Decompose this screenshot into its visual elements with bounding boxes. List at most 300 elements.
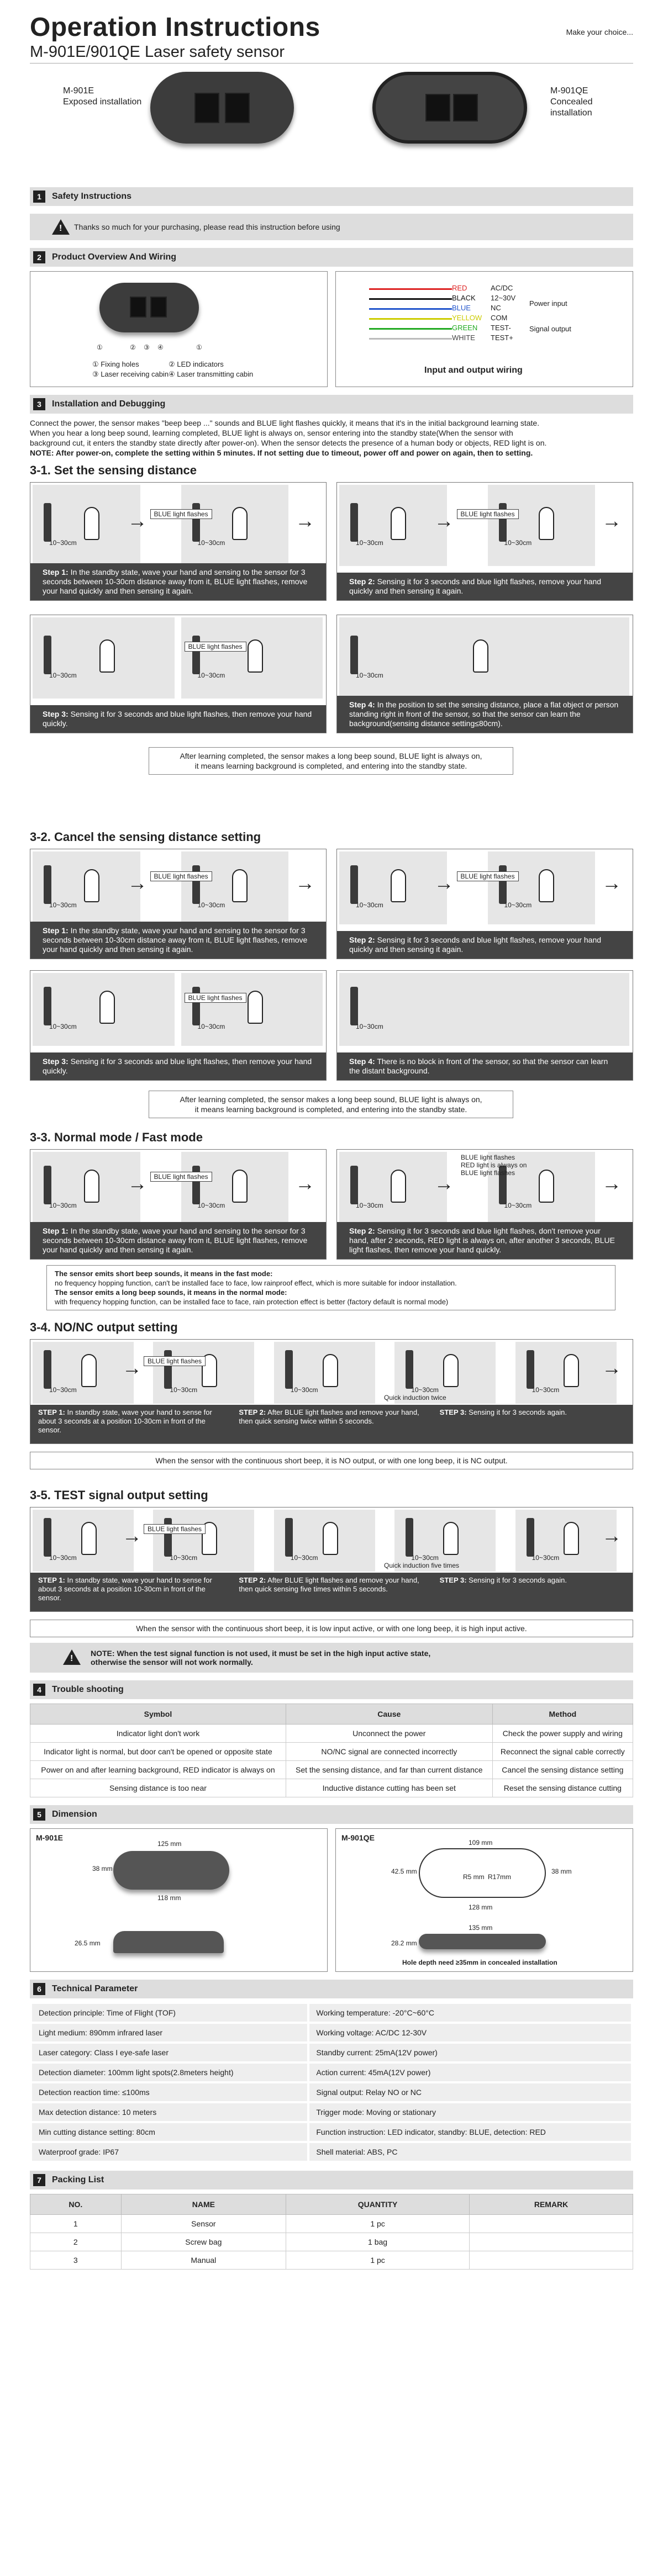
subsection-title: 3-4. NO/NC output setting (30, 1320, 178, 1334)
step-text (337, 696, 633, 733)
callout-3: ③ (144, 343, 150, 351)
strip-illustration (30, 1340, 633, 1406)
section-2-header (30, 248, 633, 267)
parameter-cell: Working voltage: AC/DC 12-30V (308, 2023, 632, 2043)
hand-icon (539, 1170, 554, 1203)
wire-function-label: TEST- (491, 324, 511, 332)
fast-note-3: The sensor emits a long beep sounds, it means in the normal mode: (55, 1288, 287, 1297)
legend-transmitting: ④ Laser transmitting cabin (169, 370, 254, 378)
illus-panel (274, 1510, 375, 1572)
table-row (30, 1761, 633, 1779)
page-title: Operation Instructions (30, 13, 320, 42)
step-text (337, 1052, 633, 1080)
distance-label: 10~30cm (197, 671, 225, 679)
illus-panel (339, 851, 447, 924)
step-label: Step 2: (349, 1226, 375, 1235)
sensor-m901e-image (150, 72, 294, 144)
packing-table (30, 2194, 633, 2270)
step-label: Step 3: (43, 710, 69, 718)
distance-label: 10~30cm (197, 538, 225, 547)
blue-flash-label: BLUE light flashes (150, 871, 212, 881)
distance-label: 10~30cm (49, 1554, 77, 1562)
illus-panel (488, 851, 596, 924)
parameter-row (31, 2122, 632, 2142)
parameter-row (31, 2142, 632, 2162)
illus-panel (33, 617, 175, 699)
wire-function-label: NC (491, 304, 501, 312)
done-line-2: it means learning background is completed, and entering into the standby state. (194, 1105, 467, 1114)
distance-label: 10~30cm (49, 1386, 77, 1394)
output-note: When the sensor with the continuous short beep, it is low input active, or with one long beep, it is high input active. (30, 1620, 633, 1637)
step-label: Step 1: (43, 1226, 69, 1235)
parameter-row (31, 2043, 632, 2062)
arrow-icon: → (122, 1356, 142, 1379)
step-box (30, 482, 327, 601)
troubleshooting-table (30, 1704, 633, 1797)
table-row (30, 2215, 633, 2233)
distance-label: 10~30cm (356, 1023, 383, 1030)
step-illustration (337, 615, 633, 701)
parameter-cell: Detection principle: Time of Flight (TOF) (31, 2003, 308, 2023)
left-desc: Exposed installation (63, 97, 142, 107)
table-cell: 1 pc (286, 2215, 470, 2233)
dimension-value: 125 mm (157, 1840, 182, 1848)
arrow-icon: → (295, 1172, 315, 1194)
hand-icon (443, 1354, 459, 1387)
section-title: Installation and Debugging (52, 399, 166, 409)
sensor-device (350, 1166, 358, 1204)
sensor-device (527, 1518, 534, 1557)
quick-induction-label: Quick induction five times (384, 1562, 460, 1569)
sensor-device (350, 636, 358, 674)
step-illustration (30, 971, 326, 1048)
step-desc: Sensing it for 3 seconds and blue light flashes, then remove your hand quickly. (43, 710, 312, 728)
steps-container (30, 463, 633, 2270)
wire-color-label: YELLOW (452, 314, 482, 322)
step-desc: Sensing it for 3 seconds and blue light flashes, don't remove your hand, after 2 seconds, RED light is always on, after another 3 seconds, BLUE light flashes, then remove your hand quickly. (349, 1226, 615, 1254)
distance-label: 10~30cm (197, 1202, 225, 1209)
illus-panel (181, 1152, 289, 1225)
sensor-device (406, 1350, 413, 1389)
wire-function-label: AC/DC (491, 284, 513, 292)
intro-note: NOTE: After power-on, complete the setting within 5 minutes. If not setting due to timeout, power off and power on again, then to setting. (30, 448, 533, 457)
table-cell: Power on and after learning background, RED indicator is always on (30, 1761, 286, 1779)
step-desc: In standby state, wave your hand to sense for about 3 seconds at a position 10-30cm in front of the sensor. (38, 1408, 212, 1434)
distance-label: 10~30cm (504, 901, 532, 909)
illus-panel (33, 973, 175, 1046)
subsection-title: 3-1. Set the sensing distance (30, 463, 197, 477)
table-cell: Check the power supply and wiring (492, 1725, 633, 1743)
table-cell: Reconnect the signal cable correctly (492, 1743, 633, 1761)
sensor-device (44, 636, 51, 674)
sensor-device (350, 987, 358, 1025)
hand-icon (391, 869, 406, 902)
sensor-m901qe-image (372, 72, 527, 144)
hand-icon (323, 1522, 338, 1555)
hand-icon (81, 1354, 97, 1387)
table-row (30, 1779, 633, 1797)
tagline: Make your choice... (566, 28, 633, 36)
illus-panel (153, 1510, 254, 1572)
dimension-value: 38 mm (551, 1868, 572, 1875)
parameter-table (30, 2002, 633, 2163)
hand-icon (248, 991, 263, 1024)
wire-color-label: GREEN (452, 324, 478, 332)
blue-flash-label: BLUE light flashes (457, 509, 519, 519)
distance-label: 10~30cm (170, 1386, 198, 1394)
blue-flash-label: BLUE light flashes (185, 642, 246, 652)
step-text (30, 1052, 326, 1080)
dimension-value: 38 mm (92, 1865, 113, 1873)
header (30, 0, 633, 64)
illus-panel (339, 617, 629, 699)
section-title: Technical Parameter (52, 1984, 138, 1993)
table-header: REMARK (470, 2194, 633, 2215)
section-number: 7 (33, 2174, 45, 2186)
illus-panel (339, 485, 447, 566)
step-text (30, 705, 326, 733)
parameter-row (31, 2062, 632, 2082)
parameter-row (31, 2023, 632, 2043)
illus-panel (339, 973, 629, 1046)
hand-icon (323, 1354, 338, 1387)
done-line-2: it means learning background is completed, and entering into the standby state. (194, 761, 467, 770)
step-label: Step 1: (43, 568, 69, 576)
section-number: 1 (33, 191, 45, 203)
table-row (30, 1743, 633, 1761)
fast-mode-label: BLUE light flashes (461, 1169, 515, 1177)
section-4-header (30, 1680, 633, 1699)
dimension-value: 42.5 mm (391, 1868, 417, 1875)
product-overview-box (30, 271, 328, 387)
fast-mode-note (46, 1265, 615, 1310)
wire-color-label: RED (452, 284, 467, 292)
wire-color-label: BLACK (452, 294, 476, 302)
table-header: NO. (30, 2194, 122, 2215)
step-illustration (337, 849, 633, 927)
step-box (30, 970, 327, 1081)
fast-note-2: no frequency hopping function, can't be installed face to face, low rainproof effect, which is more suitable for indoor installation. (55, 1279, 457, 1287)
callout-1: ① (97, 343, 103, 351)
sensor-device (285, 1350, 293, 1389)
table-cell: Unconnect the power (286, 1725, 492, 1743)
legend-led: ② LED indicators (169, 360, 224, 368)
parameter-cell: Detection diameter: 100mm light spots(2.8meters height) (31, 2062, 308, 2082)
left-model: M-901E (63, 86, 94, 96)
section-3-header (30, 395, 633, 414)
hand-icon (84, 869, 99, 902)
strip-step (231, 1405, 432, 1443)
illus-panel (153, 1342, 254, 1404)
sensor-device (44, 1518, 51, 1557)
step-label: Step 2: (349, 935, 375, 944)
parameter-cell: Max detection distance: 10 meters (31, 2102, 308, 2122)
intro-line-2: When you hear a long beep sound, learning completed, BLUE light is always on, sensor entering into the standby state(When the sensor with (30, 429, 513, 437)
power-input-label: Power input (529, 299, 567, 308)
distance-label: 10~30cm (411, 1554, 439, 1562)
step-desc: Sensing it for 3 seconds again. (466, 1576, 567, 1584)
hero-left-caption (63, 86, 141, 108)
step-section (30, 1488, 633, 1673)
arrow-icon: → (602, 1356, 622, 1379)
distance-label: 10~30cm (49, 671, 77, 679)
step-label: STEP 3: (439, 1576, 467, 1584)
hand-icon (232, 507, 248, 540)
step-desc: In the standby state, wave your hand and sensing to the sensor for 3 seconds between 10-30cm distance away from it, BLUE light flashes, remove your hand quickly and then sensing it again. (43, 926, 308, 954)
hand-icon (84, 1170, 99, 1203)
parameter-cell: Working temperature: -20°C~60°C (308, 2003, 632, 2023)
strip-illustration (30, 1507, 633, 1574)
legend-receiving: ③ Laser receiving cabin (92, 370, 169, 378)
strip-text (30, 1405, 633, 1443)
distance-label: 10~30cm (49, 1023, 77, 1030)
nonc-strip (30, 1339, 633, 1444)
hand-icon (539, 869, 554, 902)
distance-label: 10~30cm (504, 1202, 532, 1209)
section-title: Packing List (52, 2175, 104, 2184)
sensor-device (350, 865, 358, 904)
wiring-box (335, 271, 633, 387)
step-text (337, 1222, 633, 1259)
table-cell: 2 (30, 2233, 122, 2251)
section-number: 5 (33, 1808, 45, 1821)
m901e-top-view (113, 1851, 229, 1890)
table-cell: Cancel the sensing distance setting (492, 1761, 633, 1779)
wire-red (369, 288, 452, 290)
model-subtitle: M-901E/901QE Laser safety sensor (30, 43, 285, 61)
sensor-device (44, 865, 51, 904)
dimension-value: 109 mm (469, 1839, 493, 1847)
arrow-icon: → (434, 509, 454, 532)
done-line-1: After learning completed, the sensor makes a long beep sound, BLUE light is always on, (180, 1095, 482, 1104)
step-desc: In standby state, wave your hand to sense for about 3 seconds at a position 10-30cm in front of the sensor. (38, 1576, 212, 1602)
distance-label: 10~30cm (49, 1202, 77, 1209)
table-cell (470, 2215, 633, 2233)
step-label: Step 4: (349, 700, 375, 709)
safety-text: Thanks so much for your purchasing, please read this instruction before using (74, 223, 340, 231)
wire-black (369, 298, 452, 300)
step-section (30, 1320, 633, 1483)
step-illustration (30, 849, 326, 927)
illus-panel (33, 1152, 140, 1225)
wire-function-label: 12~30V (491, 294, 516, 302)
blue-flash-label: BLUE light flashes (150, 509, 212, 519)
parameter-row (31, 2102, 632, 2122)
hand-icon (99, 639, 115, 673)
distance-label: 10~30cm (197, 1023, 225, 1030)
wire-color-label: BLUE (452, 304, 471, 312)
hand-icon (232, 869, 248, 902)
legend-fixing-holes: ① Fixing holes (92, 360, 139, 368)
callout-4: ④ (157, 343, 164, 351)
table-cell: Reset the sensing distance cutting (492, 1779, 633, 1797)
arrow-icon: → (127, 871, 148, 894)
arrow-icon: → (122, 1524, 142, 1547)
illus-panel (181, 485, 289, 566)
section-number: 6 (33, 1983, 45, 1995)
hand-icon (232, 1170, 248, 1203)
strip-step (30, 1573, 231, 1611)
strip-step (231, 1573, 432, 1611)
step-desc: Sensing it for 3 seconds and blue light flashes, then remove your hand quickly. (43, 1057, 312, 1075)
step-area (30, 1507, 633, 1673)
dimension-m901e (30, 1828, 328, 1972)
parameter-cell: Light medium: 890mm infrared laser (31, 2023, 308, 2043)
distance-label: 10~30cm (356, 901, 383, 909)
step-text (30, 563, 326, 600)
dimension-value: R5 mm (463, 1873, 485, 1881)
sensor-device (350, 503, 358, 542)
signal-output-label: Signal output (529, 325, 571, 333)
step-section (30, 830, 633, 1125)
step-text (30, 922, 326, 959)
callout-1b: ① (196, 343, 202, 351)
table-cell: Manual (121, 2251, 286, 2270)
arrow-icon: → (127, 1172, 148, 1194)
section-number: 2 (33, 251, 45, 263)
wire-white (369, 338, 452, 340)
distance-label: 10~30cm (356, 538, 383, 547)
section-6-header (30, 1980, 633, 1998)
step-text (337, 931, 633, 959)
arrow-icon: → (434, 871, 454, 894)
distance-label: 10~30cm (356, 671, 383, 679)
step-illustration (30, 483, 326, 568)
test-warning (30, 1643, 633, 1673)
parameter-cell: Waterproof grade: IP67 (31, 2142, 308, 2162)
step-label: Step 4: (349, 1057, 375, 1066)
wire-blue (369, 308, 452, 310)
hand-icon (473, 639, 488, 673)
sensor-device (44, 1166, 51, 1204)
section-1-header (30, 187, 633, 206)
sensor-device (527, 1350, 534, 1389)
parameter-cell: Min cutting distance setting: 80cm (31, 2122, 308, 2142)
illus-panel (181, 617, 323, 699)
table-cell: Sensing distance is too near (30, 1779, 286, 1797)
sensor-device (406, 1518, 413, 1557)
hole-depth-note: Hole depth need ≥35mm in concealed installation (402, 1959, 557, 1966)
dimension-value: 135 mm (469, 1924, 493, 1932)
hero (30, 64, 633, 179)
step-illustration (337, 971, 633, 1048)
nonc-strip (30, 1507, 633, 1612)
dimension-value: 118 mm (157, 1894, 181, 1902)
subsection-title: 3-3. Normal mode / Fast mode (30, 1130, 203, 1144)
table-header: NAME (121, 2194, 286, 2215)
arrow-icon: → (602, 1172, 622, 1194)
wire-function-label: TEST+ (491, 334, 513, 342)
table-cell: Sensor (121, 2215, 286, 2233)
warn-line-2: otherwise the sensor will not work normally. (91, 1658, 253, 1667)
step-desc: Sensing it for 3 seconds again. (466, 1408, 567, 1416)
step-label: STEP 2: (239, 1576, 266, 1584)
section-7-header (30, 2171, 633, 2189)
table-cell: 1 pc (286, 2251, 470, 2270)
arrow-icon: → (602, 1524, 622, 1547)
step-box (30, 1149, 327, 1260)
parameter-cell: Shell material: ABS, PC (308, 2142, 632, 2162)
table-cell (470, 2233, 633, 2251)
dimension-row (30, 1828, 633, 1972)
quick-induction-label: Quick induction twice (384, 1394, 446, 1401)
table-cell (470, 2251, 633, 2270)
step-box (336, 849, 633, 959)
table-cell: Indicator light don't work (30, 1725, 286, 1743)
distance-label: 10~30cm (170, 1554, 198, 1562)
distance-label: 10~30cm (411, 1386, 439, 1394)
hand-icon (84, 507, 99, 540)
m901qe-side-view (419, 1934, 546, 1949)
distance-label: 10~30cm (504, 538, 532, 547)
hand-icon (81, 1522, 97, 1555)
hero-right-caption (550, 86, 633, 119)
section-title: Safety Instructions (52, 192, 132, 201)
fast-mode-label: BLUE light flashes (461, 1154, 515, 1161)
intro-line-1: Connect the power, the sensor makes "beep beep ..." sounds and BLUE light flashes quickly, it means that it's in the initial background learning state. (30, 419, 540, 427)
step-area (30, 1339, 633, 1483)
parameter-cell: Trigger mode: Moving or stationary (308, 2102, 632, 2122)
warning-icon (52, 219, 70, 235)
step-box (336, 482, 633, 601)
wire-color-label: WHITE (452, 334, 475, 342)
subsection-title: 3-2. Cancel the sensing distance setting (30, 830, 261, 844)
subsection-title: 3-5. TEST signal output setting (30, 1488, 208, 1502)
m901e-side-view (113, 1931, 224, 1953)
output-note: When the sensor with the continuous short beep, it is NO output, or with one long beep, it is NC output. (30, 1452, 633, 1469)
wire-function-label: COM (491, 314, 508, 322)
illus-panel (181, 973, 323, 1046)
sensor-device (44, 503, 51, 542)
step-text (30, 1222, 326, 1259)
table-header: Method (492, 1704, 633, 1725)
table-cell: Screw bag (121, 2233, 286, 2251)
section-5-header (30, 1805, 633, 1824)
sensor-device (44, 987, 51, 1025)
parameter-cell: Laser category: Class I eye-safe laser (31, 2043, 308, 2062)
warning-icon (63, 1649, 81, 1665)
step-label: STEP 1: (38, 1576, 65, 1584)
fast-note-1: The sensor emits short beep sounds, it means in the fast mode: (55, 1270, 273, 1278)
parameter-row (31, 2082, 632, 2102)
illus-panel (488, 485, 596, 566)
illus-panel (33, 485, 140, 566)
parameter-cell: Standby current: 25mA(12V power) (308, 2043, 632, 2062)
sensor-device (44, 1350, 51, 1389)
illus-panel (33, 1342, 134, 1404)
table-row (30, 2233, 633, 2251)
step-label: Step 2: (349, 577, 375, 586)
illus-panel (274, 1342, 375, 1404)
step-desc: After BLUE light flashes and remove your hand, then quick sensing five times within 5 seconds. (239, 1576, 419, 1593)
sensor-device (285, 1518, 293, 1557)
step-area (30, 482, 633, 824)
arrow-icon: → (602, 871, 622, 894)
blue-flash-label: BLUE light flashes (150, 1172, 212, 1182)
table-header: Cause (286, 1704, 492, 1725)
hand-icon (564, 1354, 579, 1387)
arrow-icon: → (295, 871, 315, 894)
distance-label: 10~30cm (532, 1386, 560, 1394)
intro-line-3: background cut, it enters the standby state directly after power-on). When the sensor detects the presence of a human body or objects, RED light is on. (30, 438, 547, 447)
distance-label: 10~30cm (532, 1554, 560, 1562)
step-section (30, 463, 633, 824)
hand-icon (391, 507, 406, 540)
section-number: 4 (33, 1684, 45, 1696)
table-cell: Set the sensing distance, and far than current distance (286, 1761, 492, 1779)
dimension-value: R17mm (488, 1873, 512, 1881)
distance-label: 10~30cm (290, 1554, 318, 1562)
